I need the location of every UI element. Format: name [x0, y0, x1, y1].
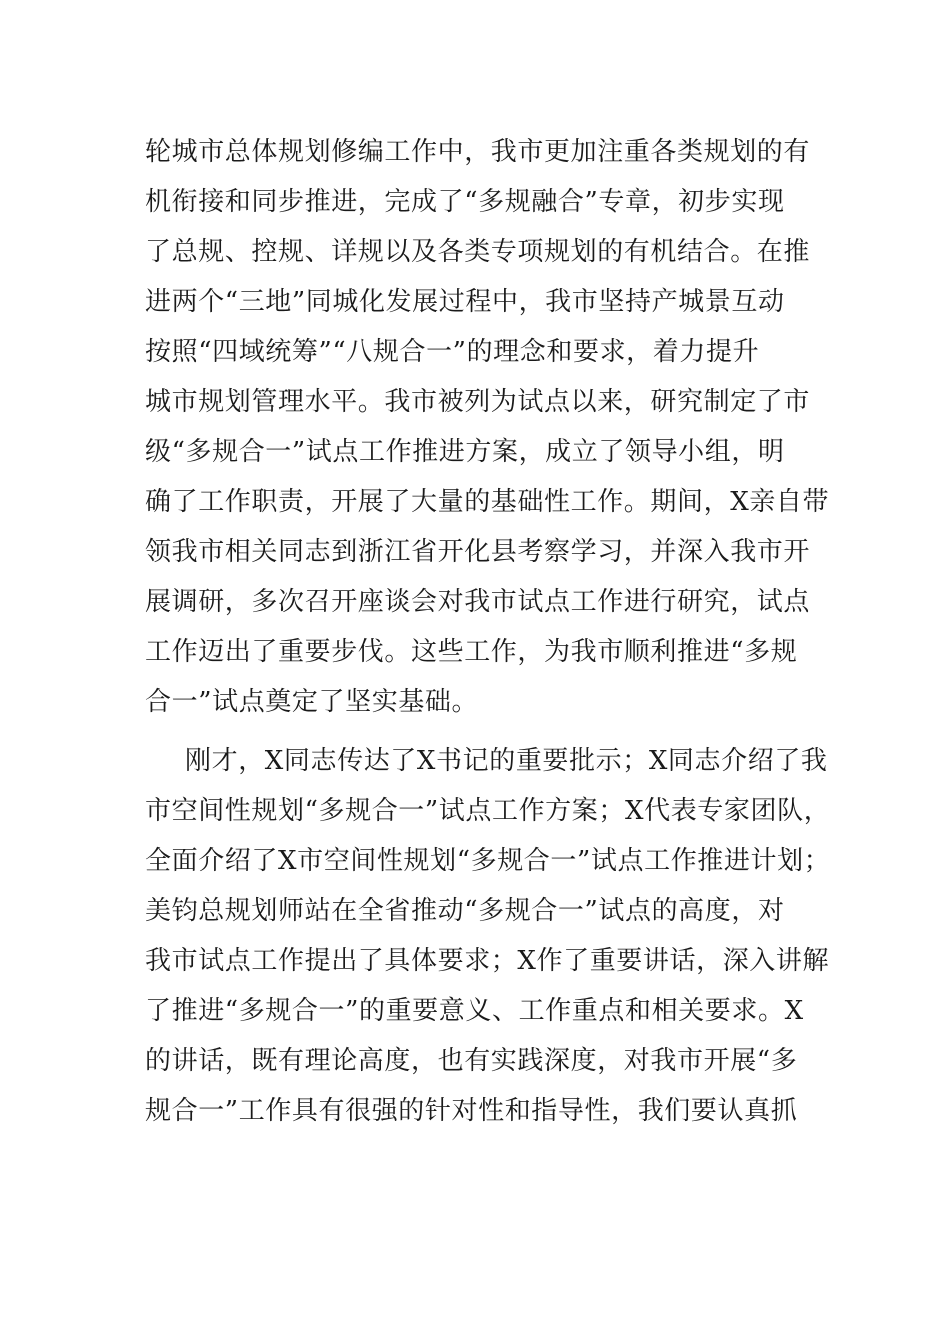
paragraph-line: 级“多规合一”试点工作推进方案，成立了领导小组，明 — [145, 437, 785, 467]
paragraph-line: 刚才，X同志传达了X书记的重要批示；X同志介绍了我 — [185, 746, 828, 776]
paragraph-line: 美钧总规划师站在全省推动“多规合一”试点的高度，对 — [145, 896, 785, 926]
paragraph-line: 按照“四域统筹”“八规合一”的理念和要求，着力提升 — [145, 337, 760, 367]
paragraph-line: 展调研，多次召开座谈会对我市试点工作进行研究，试点 — [145, 587, 811, 617]
paragraph-line: 了总规、控规、详规以及各类专项规划的有机结合。在推 — [145, 237, 811, 267]
paragraph-line: 规合一”工作具有很强的针对性和指导性，我们要认真抓 — [145, 1096, 798, 1126]
paragraph-line: 进两个“三地”同城化发展过程中，我市坚持产城景互动 — [145, 287, 785, 317]
paragraph-line: 确了工作职责，开展了大量的基础性工作。期间，X亲自带 — [145, 487, 830, 517]
paragraph-line: 合一”试点奠定了坚实基础。 — [145, 687, 479, 717]
paragraph-line: 领我市相关同志到浙江省开化县考察学习，并深入我市开 — [145, 537, 811, 567]
paragraph-line: 了推进“多规合一”的重要意义、工作重点和相关要求。X — [145, 996, 804, 1026]
paragraph-line: 工作迈出了重要步伐。这些工作，为我市顺利推进“多规 — [145, 637, 798, 667]
paragraph-line: 城市规划管理水平。我市被列为试点以来，研究制定了市 — [145, 387, 811, 417]
paragraph-line: 市空间性规划“多规合一”试点工作方案；X代表专家团队， — [145, 796, 831, 826]
paragraph-line: 轮城市总体规划修编工作中，我市更加注重各类规划的有 — [145, 137, 811, 167]
paragraph-line: 机衔接和同步推进，完成了“多规融合”专章，初步实现 — [145, 187, 785, 217]
paragraph-line: 我市试点工作提出了具体要求；X作了重要讲话，深入讲解 — [145, 946, 830, 976]
paragraph-line: 全面介绍了X市空间性规划“多规合一”试点工作推进计划； — [145, 846, 831, 876]
paragraph-line: 的讲话，既有理论高度，也有实践深度，对我市开展“多 — [145, 1046, 798, 1076]
